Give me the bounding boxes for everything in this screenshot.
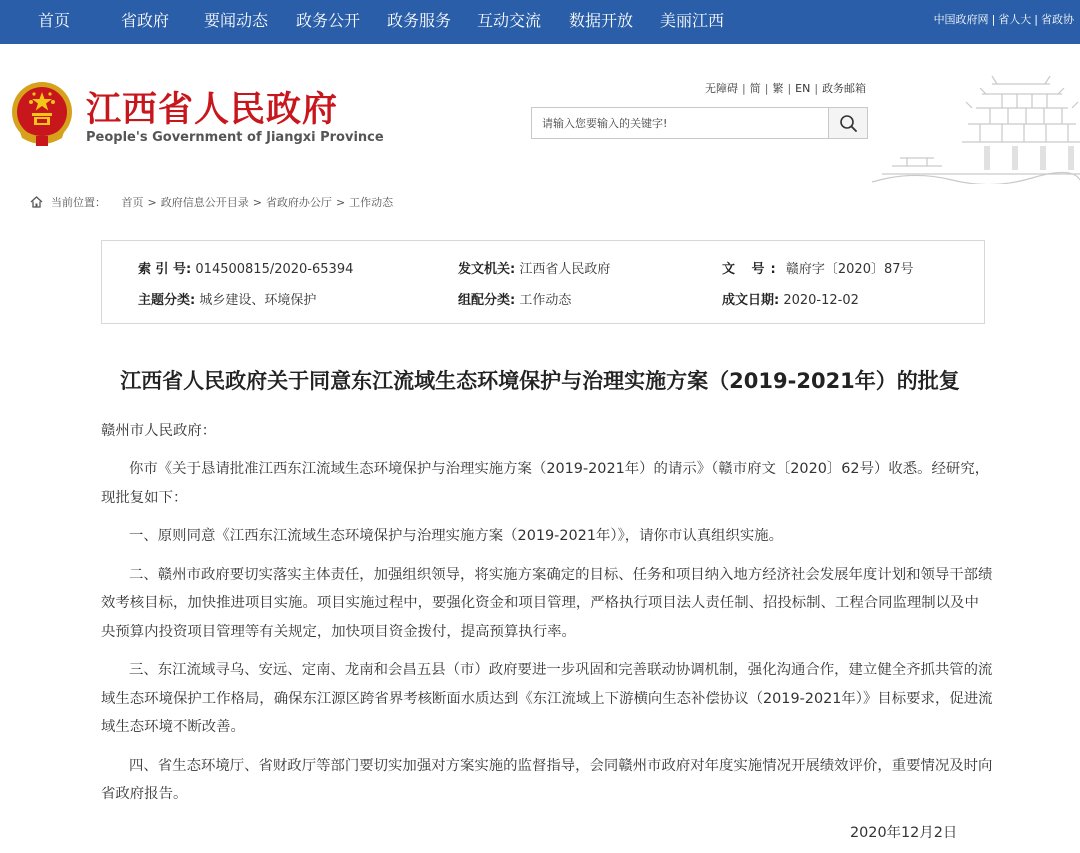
site-title: 江西省人民政府 [86, 89, 339, 130]
breadcrumb-general-office[interactable]: 省政府办公厅 [265, 196, 332, 209]
chevron-right-icon: > [147, 196, 157, 209]
document-salutation [101, 417, 993, 446]
link-traditional[interactable]: 繁 [772, 82, 784, 95]
meta-topic-value: 城乡建设、环境保护 [199, 293, 317, 308]
link-provincial-cppcc[interactable]: 省政协 [1041, 13, 1074, 26]
meta-document-number [722, 258, 914, 277]
separator: | [1034, 13, 1038, 26]
nav-item-interaction[interactable]: 互动交流 [477, 11, 542, 30]
nav-item-news[interactable]: 要闻动态 [204, 11, 269, 30]
meta-topic-label: 主题分类: [138, 293, 196, 308]
signature-date: 2020年12月2日 [850, 825, 958, 841]
meta-topic [138, 289, 316, 308]
meta-index-value: 014500815/2020-65394 [195, 262, 354, 277]
separator: | [991, 13, 996, 26]
meta-date-value: 2020-12-02 [783, 293, 859, 308]
site-subtitle: People's Government of Jiangxi Province [86, 130, 384, 145]
meta-docno-label: 文 号: [722, 262, 782, 277]
separator: | [787, 82, 792, 95]
meta-date [722, 289, 859, 308]
meta-category-label: 组配分类: [458, 293, 516, 308]
link-provincial-congress[interactable]: 省人大 [998, 13, 1032, 26]
nav-item-provincial-government[interactable]: 省政府 [121, 11, 170, 30]
separator: | [764, 82, 769, 95]
meta-issuer [458, 258, 610, 277]
nav-item-open-data[interactable]: 数据开放 [569, 11, 634, 30]
separator: | [742, 82, 746, 95]
content-page [12, 184, 1068, 853]
document-body [101, 455, 993, 809]
search-icon [829, 108, 868, 138]
meta-category-value: 工作动态 [519, 293, 572, 308]
search-input[interactable] [532, 108, 828, 138]
separator: | [814, 82, 819, 95]
breadcrumb-info-catalog[interactable]: 政府信息公开目录 [160, 196, 249, 209]
search-button[interactable] [828, 108, 867, 138]
document-title: 江西省人民政府关于同意东江流域生态环境保护与治理实施方案（2019-2021年）的批复 [120, 369, 960, 393]
national-emblem-logo [10, 80, 74, 148]
paragraph-5: 四、省生态环境厅、省财政厅等部门要切实加强对方案实施的监督指导，会同赣州市政府对年度实施情况开展绩效评价，重要情况及时向省政府报告。 [101, 757, 993, 802]
top-nav-bar [0, 0, 1080, 44]
link-gov-cn[interactable]: 中国政府网 [933, 13, 989, 26]
nav-item-home[interactable]: 首页 [38, 11, 71, 30]
link-simplified[interactable]: 简 [749, 82, 761, 95]
meta-category [458, 289, 571, 308]
chevron-right-icon: > [335, 196, 346, 209]
document-metadata-table [101, 240, 985, 324]
breadcrumb-home[interactable]: 首页 [121, 196, 144, 209]
breadcrumb [30, 194, 393, 210]
site-header [0, 44, 1080, 184]
home-icon [30, 196, 43, 208]
meta-issuer-value: 江西省人民政府 [519, 262, 611, 277]
breadcrumb-work-updates[interactable]: 工作动态 [349, 196, 394, 209]
search-box [531, 107, 868, 139]
paragraph-3: 二、赣州市政府要切实落实主体责任，加强组织领导，将实施方案确定的目标、任务和项目纳入地方经济社会发展年度计划和领导干部绩效考核目标，加快推进项目实施。项目实施过程中，要强化资金和项目管理，严格执行项目法人责任制、招投标制、工程合同监理制以及中央预算内投资项目管理等有关规定，加快项目资金拨付，提高预算执行率。 [101, 566, 993, 640]
pavilion-illustration [872, 62, 1080, 184]
link-accessibility[interactable]: 无障碍 [705, 82, 738, 95]
breadcrumb-label: 当前位置： [51, 196, 106, 209]
chevron-right-icon: > [252, 196, 262, 209]
paragraph-4: 三、东江流域寻乌、安远、定南、龙南和会昌五县（市）政府要进一步巩固和完善联动协调机制，强化沟通合作，建立健全齐抓共管的流域生态环境保护工作格局，确保东江源区跨省界考核断面水质达到《东江流域上下游横向生态补偿协议（2019-2021年）》目标要求，促进流域生态环境不断改善。 [101, 662, 993, 735]
meta-index-number [138, 258, 353, 277]
meta-docno-value: 赣府字〔2020〕87号 [785, 262, 914, 277]
meta-issuer-label: 发文机关: [458, 262, 516, 277]
meta-date-label: 成文日期: [722, 293, 780, 308]
top-nav-right-links [934, 0, 1074, 44]
nav-item-government-services[interactable]: 政务服务 [387, 11, 452, 30]
paragraph-1: 你市《关于恳请批准江西东江流域生态环境保护与治理实施方案（2019-2021年）的请示》（赣市府文〔2020〕62号）收悉。经研究，现批复如下： [101, 461, 990, 506]
meta-index-label: 索 引 号: [138, 262, 192, 277]
link-gov-mailbox[interactable]: 政务邮箱 [822, 82, 867, 95]
header-utility-links [705, 80, 866, 96]
paragraph-2: 一、原则同意《江西东江流域生态环境保护与治理实施方案（2019-2021年）》，请你市认真组织实施。 [129, 528, 784, 544]
nav-item-beautiful-jiangxi[interactable]: 美丽江西 [660, 11, 725, 30]
nav-item-government-affairs[interactable]: 政务公开 [296, 11, 361, 30]
salutation-text: 赣州市人民政府： [101, 423, 217, 439]
link-english[interactable]: EN [795, 82, 811, 95]
